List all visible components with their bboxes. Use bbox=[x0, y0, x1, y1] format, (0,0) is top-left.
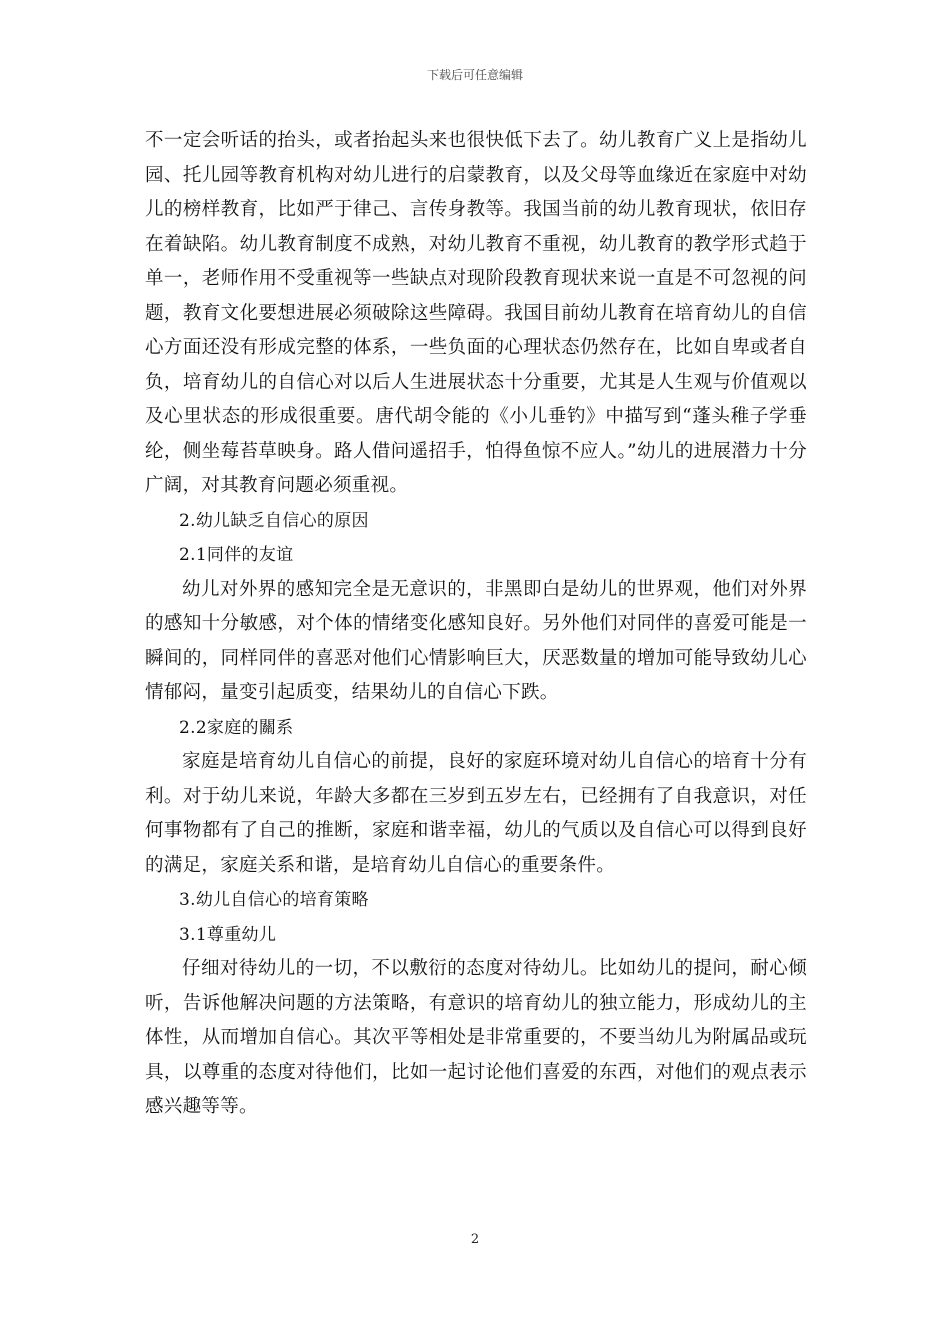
document-body bbox=[145, 124, 807, 1125]
subsection-heading: 2.2家庭的關系 bbox=[179, 717, 294, 738]
section-heading: 2.幼儿缺乏自信心的原因 bbox=[179, 510, 369, 531]
page-number: 2 bbox=[470, 1232, 480, 1247]
section-heading: 3.幼儿自信心的培育策略 bbox=[179, 890, 369, 910]
body-paragraph: 不一定会听话的抬头，或者抬起头来也很快低下去了。幼儿教育广义上是指幼儿园、托儿园等教育机构对幼儿进行的启蒙教育，以及父母等血缘近在家庭中对幼儿的榜样教育，比如严于律己、言传身教等。我国当前的幼儿教育现状，依旧存在着缺陷。幼儿教育制度不成熟，对幼儿教育不重视，幼儿教育的教学形式趋于单一，老师作用不受重视等一些缺点对现阶段教育现状来说一直是不可忽视的问题，教育文化要想进展必须破除这些障碍。我国目前幼儿教育在培育幼儿的自信心方面还没有形成完整的体系，一些负面的心理状态仍然存在，比如自卑或者自负，培育幼儿的自信心对以后人生进展状态十分重要，尤其是人生观与价值观以及心里状态的形成很重要。唐代胡令能的《小儿垂钓》中描写到“蓬头稚子学垂纶，侧坐莓苔草映身。路人借问遥招手，怕得鱼惊不应人。”幼儿的进展潜力十分广阔，对其教育问题必须重视。 bbox=[145, 130, 807, 496]
subsection-heading: 2.1同伴的友谊 bbox=[179, 545, 294, 565]
body-paragraph: 幼儿对外界的感知完全是无意识的，非黑即白是幼儿的世界观，他们对外界的感知十分敏感，对个体的情绪变化感知良好。另外他们对同伴的喜爱可能是一瞬间的，同样同伴的喜恶对他们心情影响巨大，厌恶数量的增加可能导致幼儿心情郁闷，量变引起质变，结果幼儿的自信心下跌。 bbox=[145, 578, 807, 703]
body-paragraph: 仔细对待幼儿的一切，不以敷衍的态度对待幼儿。比如幼儿的提问，耐心倾听，告诉他解决问题的方法策略，有意识的培育幼儿的独立能力，形成幼儿的主体性，从而增加自信心。其次平等相处是非常重要的，不要当幼儿为附属品或玩具，以尊重的态度对待他们，比如一起讨论他们喜爱的东西，对他们的观点表示感兴趣等等。 bbox=[145, 958, 807, 1117]
subsection-heading: 3.1尊重幼儿 bbox=[179, 924, 277, 945]
body-paragraph: 家庭是培育幼儿自信心的前提，良好的家庭环境对幼儿自信心的培育十分有利。对于幼儿来说，年龄大多都在三岁到五岁左右，已经拥有了自我意识，对任何事物都有了自己的推断，家庭和谐幸福，幼儿的气质以及自信心可以得到良好的满足，家庭关系和谐，是培育幼儿自信心的重要条件。 bbox=[145, 751, 807, 876]
page-header: 下载后可任意编辑 bbox=[426, 68, 523, 82]
